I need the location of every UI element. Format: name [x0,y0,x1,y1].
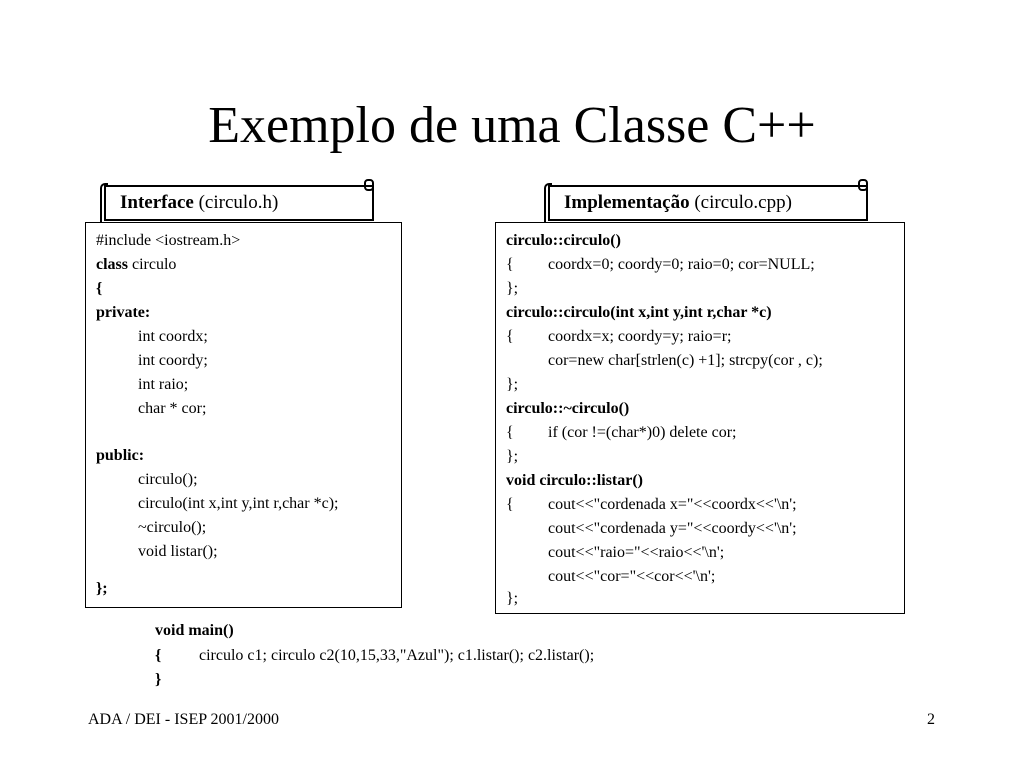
code-line [506,422,896,444]
code-line [506,494,896,516]
code-line [506,254,896,276]
implementation-label-file: (circulo.cpp) [689,192,792,213]
class-name: circulo [128,256,177,273]
brace: { [506,328,514,345]
code-text: coordx=0; coordy=0; raio=0; cor=NULL; [548,256,815,273]
main-signature: void main() [155,622,234,639]
brace: { [506,496,514,513]
implementation-label-bold: Implementação [564,192,690,213]
scroll-curl-right-icon [858,179,868,191]
code-line: }; [506,448,519,465]
code-line [506,350,896,372]
code-line: { [96,280,103,297]
slide-title: Exemplo de uma Classe C++ [208,97,816,154]
code-text: cor=new char[strlen(c) +1]; strcpy(cor , c); [548,352,823,369]
code-line [506,326,896,348]
code-line: int raio; [138,376,189,393]
code-line: public: [96,447,145,464]
code-text: if (cor !=(char*)0) delete cor; [548,424,737,441]
footer-text: ADA / DEI - ISEP 2001/2000 [88,711,279,728]
code-text: cout<<"cordenada y="<<coordy<<'\n'; [548,520,797,537]
main-close-brace: } [155,671,162,688]
scroll-curl-right-icon [364,179,374,191]
brace: { [506,424,514,441]
interface-label [104,185,374,221]
code-line: int coordx; [138,328,208,345]
main-body: circulo c1; circulo c2(10,15,33,"Azul"); c1.listar(); c2.listar(); [199,647,595,664]
code-line: circulo(int x,int y,int r,char *c); [138,495,339,512]
main-body-line [155,644,715,668]
code-text: cout<<"cor="<<cor<<'\n'; [548,568,716,585]
code-line: circulo(); [138,471,198,488]
code-line: circulo::circulo(int x,int y,int r,char *c) [506,304,772,321]
interface-code-box [85,222,402,608]
code-line [96,254,176,276]
interface-label-bold: Interface [120,192,194,213]
brace: { [506,256,514,273]
implementation-label [548,185,868,221]
code-line [506,566,896,588]
code-line: void listar(); [138,543,218,560]
code-line: char * cor; [138,400,207,417]
code-line [506,518,896,540]
implementation-code-box [495,222,905,614]
code-line [506,542,896,564]
code-line: #include <iostream.h> [96,232,241,249]
code-line: circulo::~circulo() [506,400,630,417]
code-line: circulo::circulo() [506,232,621,249]
code-line: private: [96,304,151,321]
code-line: ~circulo(); [138,519,207,536]
main-open-brace: { [155,647,162,664]
code-line: }; [506,280,519,297]
code-line: }; [506,376,519,393]
interface-label-file: (circulo.h) [193,192,279,213]
page-number: 2 [927,711,935,728]
code-text: cout<<"cordenada x="<<coordx<<'\n'; [548,496,797,513]
keyword: class [96,256,128,273]
code-text: coordx=x; coordy=y; raio=r; [548,328,732,345]
code-line: }; [96,580,108,597]
main-program-block [155,620,715,692]
code-text: cout<<"raio="<<raio<<'\n'; [548,544,725,561]
code-line: }; [506,590,519,607]
code-line: int coordy; [138,352,208,369]
code-line: void circulo::listar() [506,472,644,489]
